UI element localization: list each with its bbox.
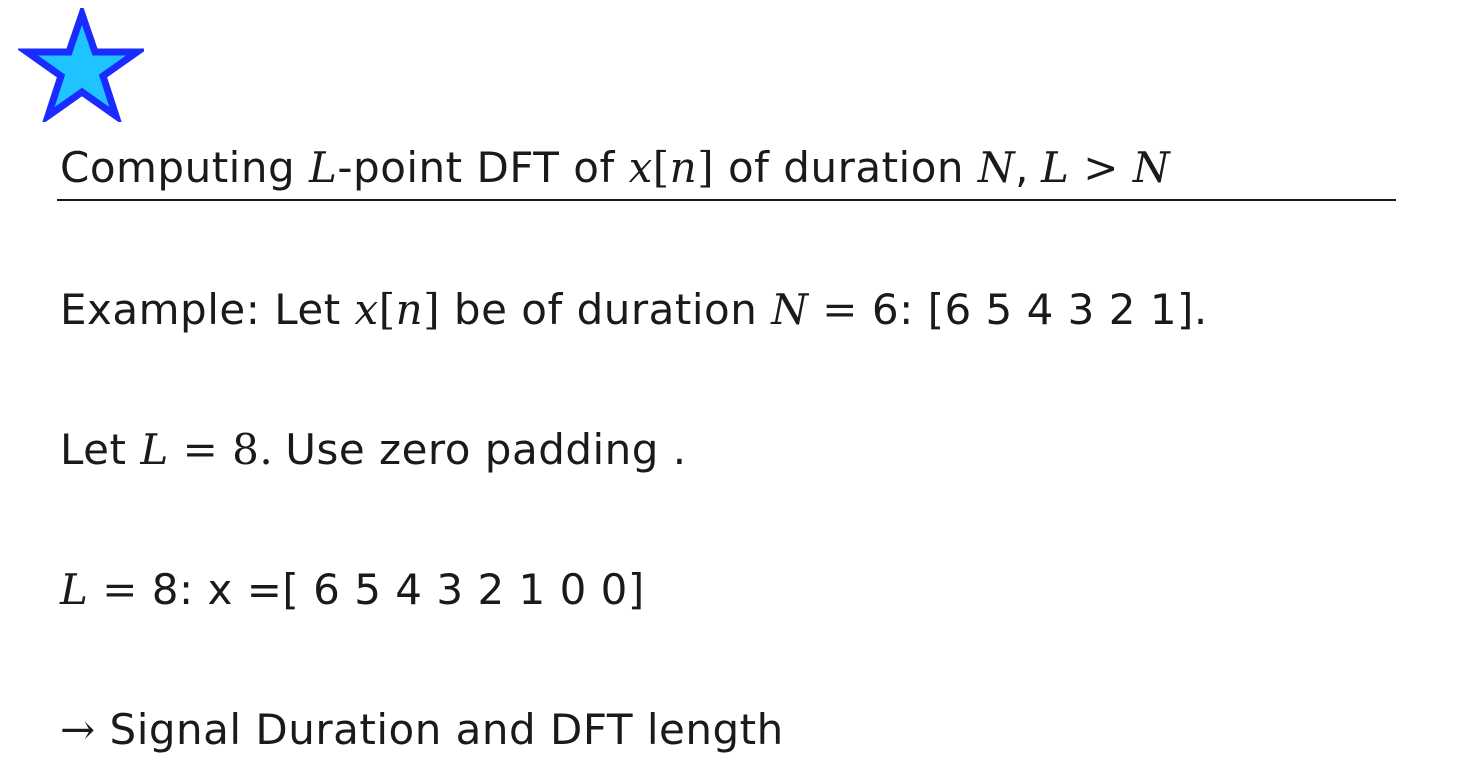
example-text-3: 6: [6 5 4 3 2 1]. <box>871 285 1208 334</box>
example-bracket-close: ] <box>423 285 441 334</box>
padded-var-L: L <box>60 565 89 614</box>
example-var-n: n <box>395 285 424 334</box>
title-var-L: L <box>308 143 338 192</box>
title-var-N2: N <box>1132 143 1171 192</box>
example-line <box>60 285 1208 335</box>
slide-title <box>60 143 1170 193</box>
title-var-n: n <box>669 143 698 192</box>
title-comma: , <box>1015 143 1030 192</box>
title-bracket-close: ] <box>697 143 715 192</box>
example-bracket-open: [ <box>378 285 396 334</box>
example-var-N: N <box>771 285 809 334</box>
title-text-2: -point DFT of <box>337 143 629 192</box>
right-arrow-icon: → <box>60 705 96 754</box>
title-text-3: of duration <box>714 143 978 192</box>
example-eq: = <box>808 285 872 334</box>
let-line <box>60 425 687 475</box>
example-text-1: Example: Let <box>60 285 355 334</box>
padded-eq: = <box>88 565 152 614</box>
let-var-L: L <box>140 425 169 474</box>
title-text-1: Computing <box>60 143 309 192</box>
title-underline <box>57 199 1396 201</box>
title-bracket-open: [ <box>652 143 670 192</box>
title-gt: > <box>1069 143 1133 192</box>
padded-text-1: 8: x =[ 6 5 4 3 2 1 0 0] <box>151 565 645 614</box>
example-text-2: be of duration <box>440 285 772 334</box>
let-text-1: Let <box>60 425 141 474</box>
padded-line <box>60 565 645 615</box>
star-icon <box>18 8 144 122</box>
signal-duration-link[interactable] <box>60 705 784 755</box>
signal-duration-link-label: Signal Duration and DFT length <box>95 705 784 754</box>
let-num: 8. <box>232 425 274 474</box>
let-text-2: Use zero padding . <box>285 425 687 474</box>
title-var-x: x <box>628 143 653 192</box>
example-var-x: x <box>354 285 379 334</box>
title-var-N: N <box>977 143 1016 192</box>
title-var-L2: L <box>1041 143 1070 192</box>
let-eq: = <box>168 425 233 474</box>
